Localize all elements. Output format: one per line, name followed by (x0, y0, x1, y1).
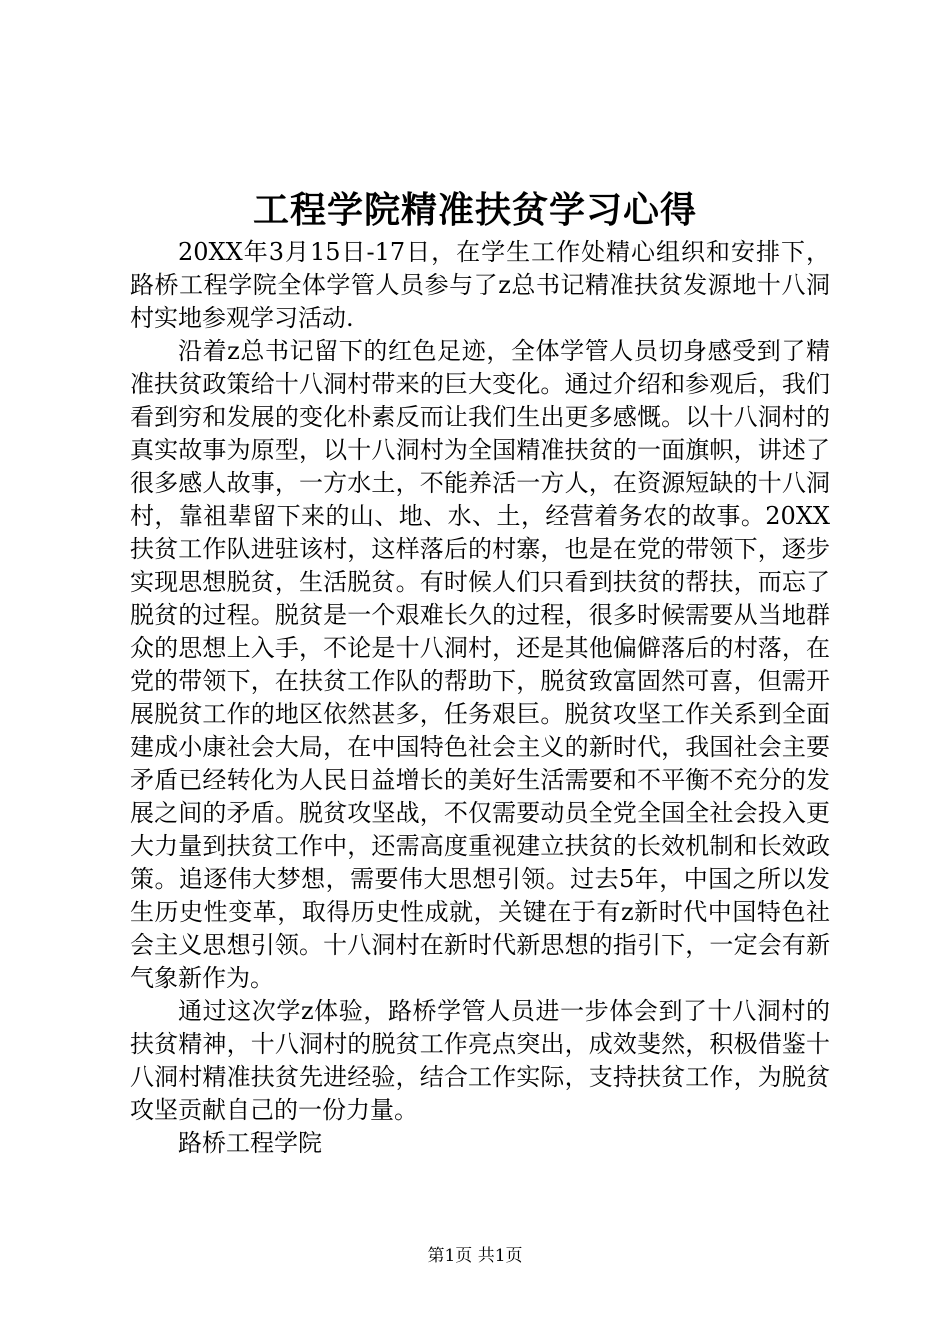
signature: 路桥工程学院 (178, 1129, 322, 1157)
paragraph-main: 沿着z总书记留下的红色足迹，全体学管人员切身感受到了精准扶贫政策给十八洞村带来的巨大变化。通过介绍和参观后，我们看到穷和发展的变化朴素反而让我们生出更多感慨。以十八洞村的真实故事为原型，以十八洞村为全国精准扶贫的一面旗帜，讲述了很多感人故事，一方水土，不能养活一方人，在资源短缺的十八洞村，靠祖辈留下来的山、地、水、土，经营着务农的故事。20XX扶贫工作队进驻该村，这样落后的村寨，也是在党的带领下，逐步实现思想脱贫，生活脱贫。有时候人们只看到扶贫的帮扶，而忘了脱贫的过程。脱贫是一个艰难长久的过程，很多时候需要从当地群众的思想上入手，不论是十八洞村，还是其他偏僻落后的村落，在党的带领下，在扶贫工作队的帮助下，脱贫致富固然可喜，但需开展脱贫工作的地区依然甚多，任务艰巨。脱贫攻坚工作关系到全面建成小康社会大局，在中国特色社会主义的新时代，我国社会主要矛盾已经转化为人民日益增长的美好生活需要和不平衡不充分的发展之间的矛盾。脱贫攻坚战，不仅需要动员全党全国全社会投入更大力量到扶贫工作中，还需高度重视建立扶贫的长效机制和长效政策。追逐伟大梦想，需要伟大思想引领。过去5年，中国之所以发生历史性变革，取得历史性成就，关键在于有z新时代中国特色社会主义思想引领。十八洞村在新时代新思想的指引下，一定会有新气象新作为。 (130, 337, 830, 992)
paragraph-conclusion: 通过这次学z体验，路桥学管人员进一步体会到了十八洞村的扶贫精神，十八洞村的脱贫工作亮点突出，成效斐然，积极借鉴十八洞村精准扶贫先进经验，结合工作实际，支持扶贫工作，为脱贫攻坚贡献自己的一份力量。 (130, 997, 830, 1124)
page-footer: 第1页 共1页 (427, 1246, 523, 1266)
document-title: 工程学院精准扶贫学习心得 (252, 189, 697, 231)
paragraph-intro: 20XX年3月15日-17日，在学生工作处精心组织和安排下，路桥工程学院全体学管人员参与了z总书记精准扶贫发源地十八洞村实地参观学习活动. (130, 238, 830, 332)
document-body (130, 236, 830, 1160)
